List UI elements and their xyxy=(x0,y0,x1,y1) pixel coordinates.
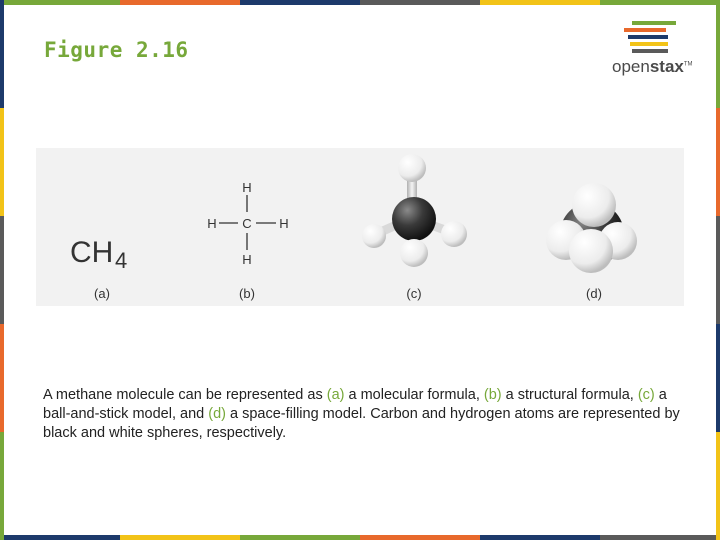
logo-wordmark xyxy=(612,57,693,77)
slide-border-bottom xyxy=(0,535,720,540)
space-filling-model xyxy=(546,183,637,273)
caption-ref-d: (d) xyxy=(208,406,226,422)
slide-border-left xyxy=(0,0,4,540)
caption-text-4: a ball-and-stick model, and xyxy=(43,387,667,422)
panel-label-b: (b) xyxy=(239,286,255,301)
figure-caption xyxy=(43,386,683,443)
caption-text-1: A methane molecule can be represented as xyxy=(43,387,327,403)
structural-formula xyxy=(207,180,288,267)
logo-text-bold: stax xyxy=(649,57,684,76)
caption-text-3: a structural formula, xyxy=(501,387,638,403)
atom-h-left: H xyxy=(207,216,217,231)
slide-border-top xyxy=(0,0,720,5)
panel-label-c: (c) xyxy=(406,286,422,301)
ball-and-stick-model xyxy=(362,154,467,267)
atom-h-bottom: H xyxy=(242,252,252,267)
caption-ref-c: (c) xyxy=(637,387,655,403)
panel-label-a: (a) xyxy=(94,286,110,301)
formula-main: CH xyxy=(70,236,114,269)
slide-border-right xyxy=(716,0,720,540)
logo-trademark: TM xyxy=(683,61,693,68)
caption-ref-a: (a) xyxy=(326,387,345,403)
panel-label-d: (d) xyxy=(586,286,602,301)
atom-c-center: C xyxy=(242,216,252,231)
atom-h-right: H xyxy=(279,216,289,231)
formula-subscript: 4 xyxy=(115,248,128,273)
caption-ref-b: (b) xyxy=(483,387,502,403)
caption-text-5: a space-filling model. Carbon and hydrogen atoms are represented by black and white spheres, respectively. xyxy=(43,406,680,441)
slide-title: Figure 2.16 xyxy=(44,38,189,62)
caption-text-2: a molecular formula, xyxy=(344,387,484,403)
logo-text-light: open xyxy=(612,57,650,76)
methane-figure xyxy=(36,148,684,306)
atom-h-top: H xyxy=(242,180,252,195)
